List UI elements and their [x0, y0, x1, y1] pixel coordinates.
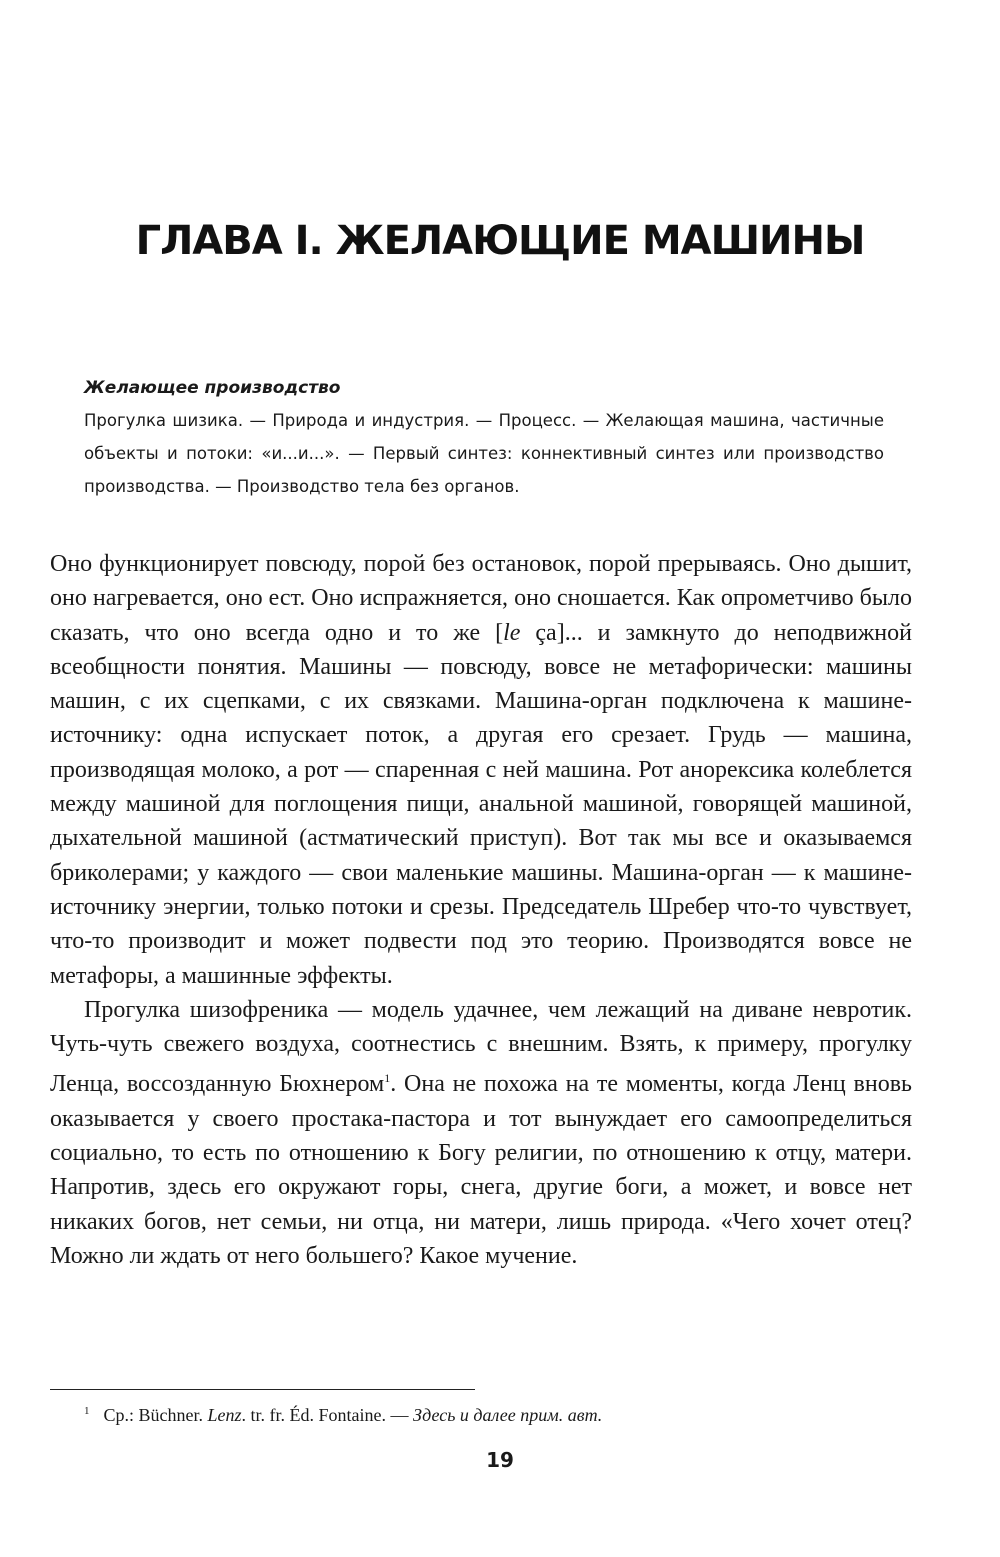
italic-term: le — [503, 619, 521, 646]
paragraph-1-end: ça]... и замкнуто до неподвижной всеобщности понятия. Машины — повсюду, вовсе не метафорически: машины машин, с их сцепками, с их связками. Машина-орган подключена к машине-источнику: одна испускает поток, а другая его срезает. Грудь — машина, производящая молоко, а рот — спаренная с ней машина. Рот анорексика колеблется между машиной для поглощения пищи, анальной машиной, говорящей машиной, дыхательной машиной (астматический приступ). Вот так мы все и оказываемся бриколерами; у каждого — свои маленькие машины. Машина-орган — к машине-источнику энергии, только потоки и срезы. Председатель Шребер что-то чувствует, что-то производит и может подвести под это теорию. Производятся вовсе не метафоры, а машинные эффекты. — [50, 619, 912, 989]
main-text — [50, 547, 912, 1273]
paragraph-2-end: . Она не похожа на те моменты, когда Ленц вновь оказывается у своего простака-пастора и тот вынуждает его самоопределиться социально, то есть по отношению к Богу религии, по отношению к отцу, матери. Напротив, здесь его окружают горы, снега, другие боги, а может, и вовсе нет никаких богов, нет семьи, ни отца, ни матери, лишь природа. «Чего хочет отец? Можно ли ждать от него большего? Какое мучение. — [50, 1071, 912, 1269]
footnote-middle: . tr. fr. Éd. Fontaine. — — [241, 1405, 413, 1425]
paragraph-1 — [50, 547, 912, 993]
paragraph-2-start: Прогулка шизофреника — модель удачнее, чем лежащий на диване невротик. Чуть-чуть свежего воздуха, соотнестись с внешним. Взять, к примеру, прогулку Ленца, воссозданную Бюхнером — [50, 996, 912, 1098]
footnote-work-title: Lenz — [207, 1405, 242, 1425]
section-heading: Желающее производство — [84, 378, 341, 398]
footnote — [84, 1405, 904, 1426]
chapter-title: ГЛАВА I. ЖЕЛАЮЩИЕ МАШИНЫ — [135, 218, 865, 264]
section-summary: Прогулка шизика. — Природа и индустрия. — Процесс. — Желающая машина, частичные объекты и потоки: «и...и...». — Первый синтез: коннективный синтез или производство производства. — Производство тела без органов. — [84, 411, 884, 496]
footnote-marker: 1 — [84, 1405, 90, 1417]
footnote-separator — [50, 1389, 475, 1390]
footnote-prefix: Ср.: Büchner. — [103, 1405, 208, 1425]
footnote-reference: 1 — [384, 1071, 391, 1086]
page-number: 19 — [486, 1448, 514, 1472]
paragraph-1-start: Оно функционирует повсюду, порой без остановок, порой прерываясь. Оно дышит, оно нагревается, оно ест. Оно испражняется, оно сношается. Как опрометчиво было сказать, что оно всегда одно и то же [ — [50, 551, 912, 646]
footnote-note: Здесь и далее прим. авт. — [413, 1405, 603, 1425]
section-summary-block — [84, 378, 884, 503]
paragraph-2 — [50, 993, 912, 1273]
